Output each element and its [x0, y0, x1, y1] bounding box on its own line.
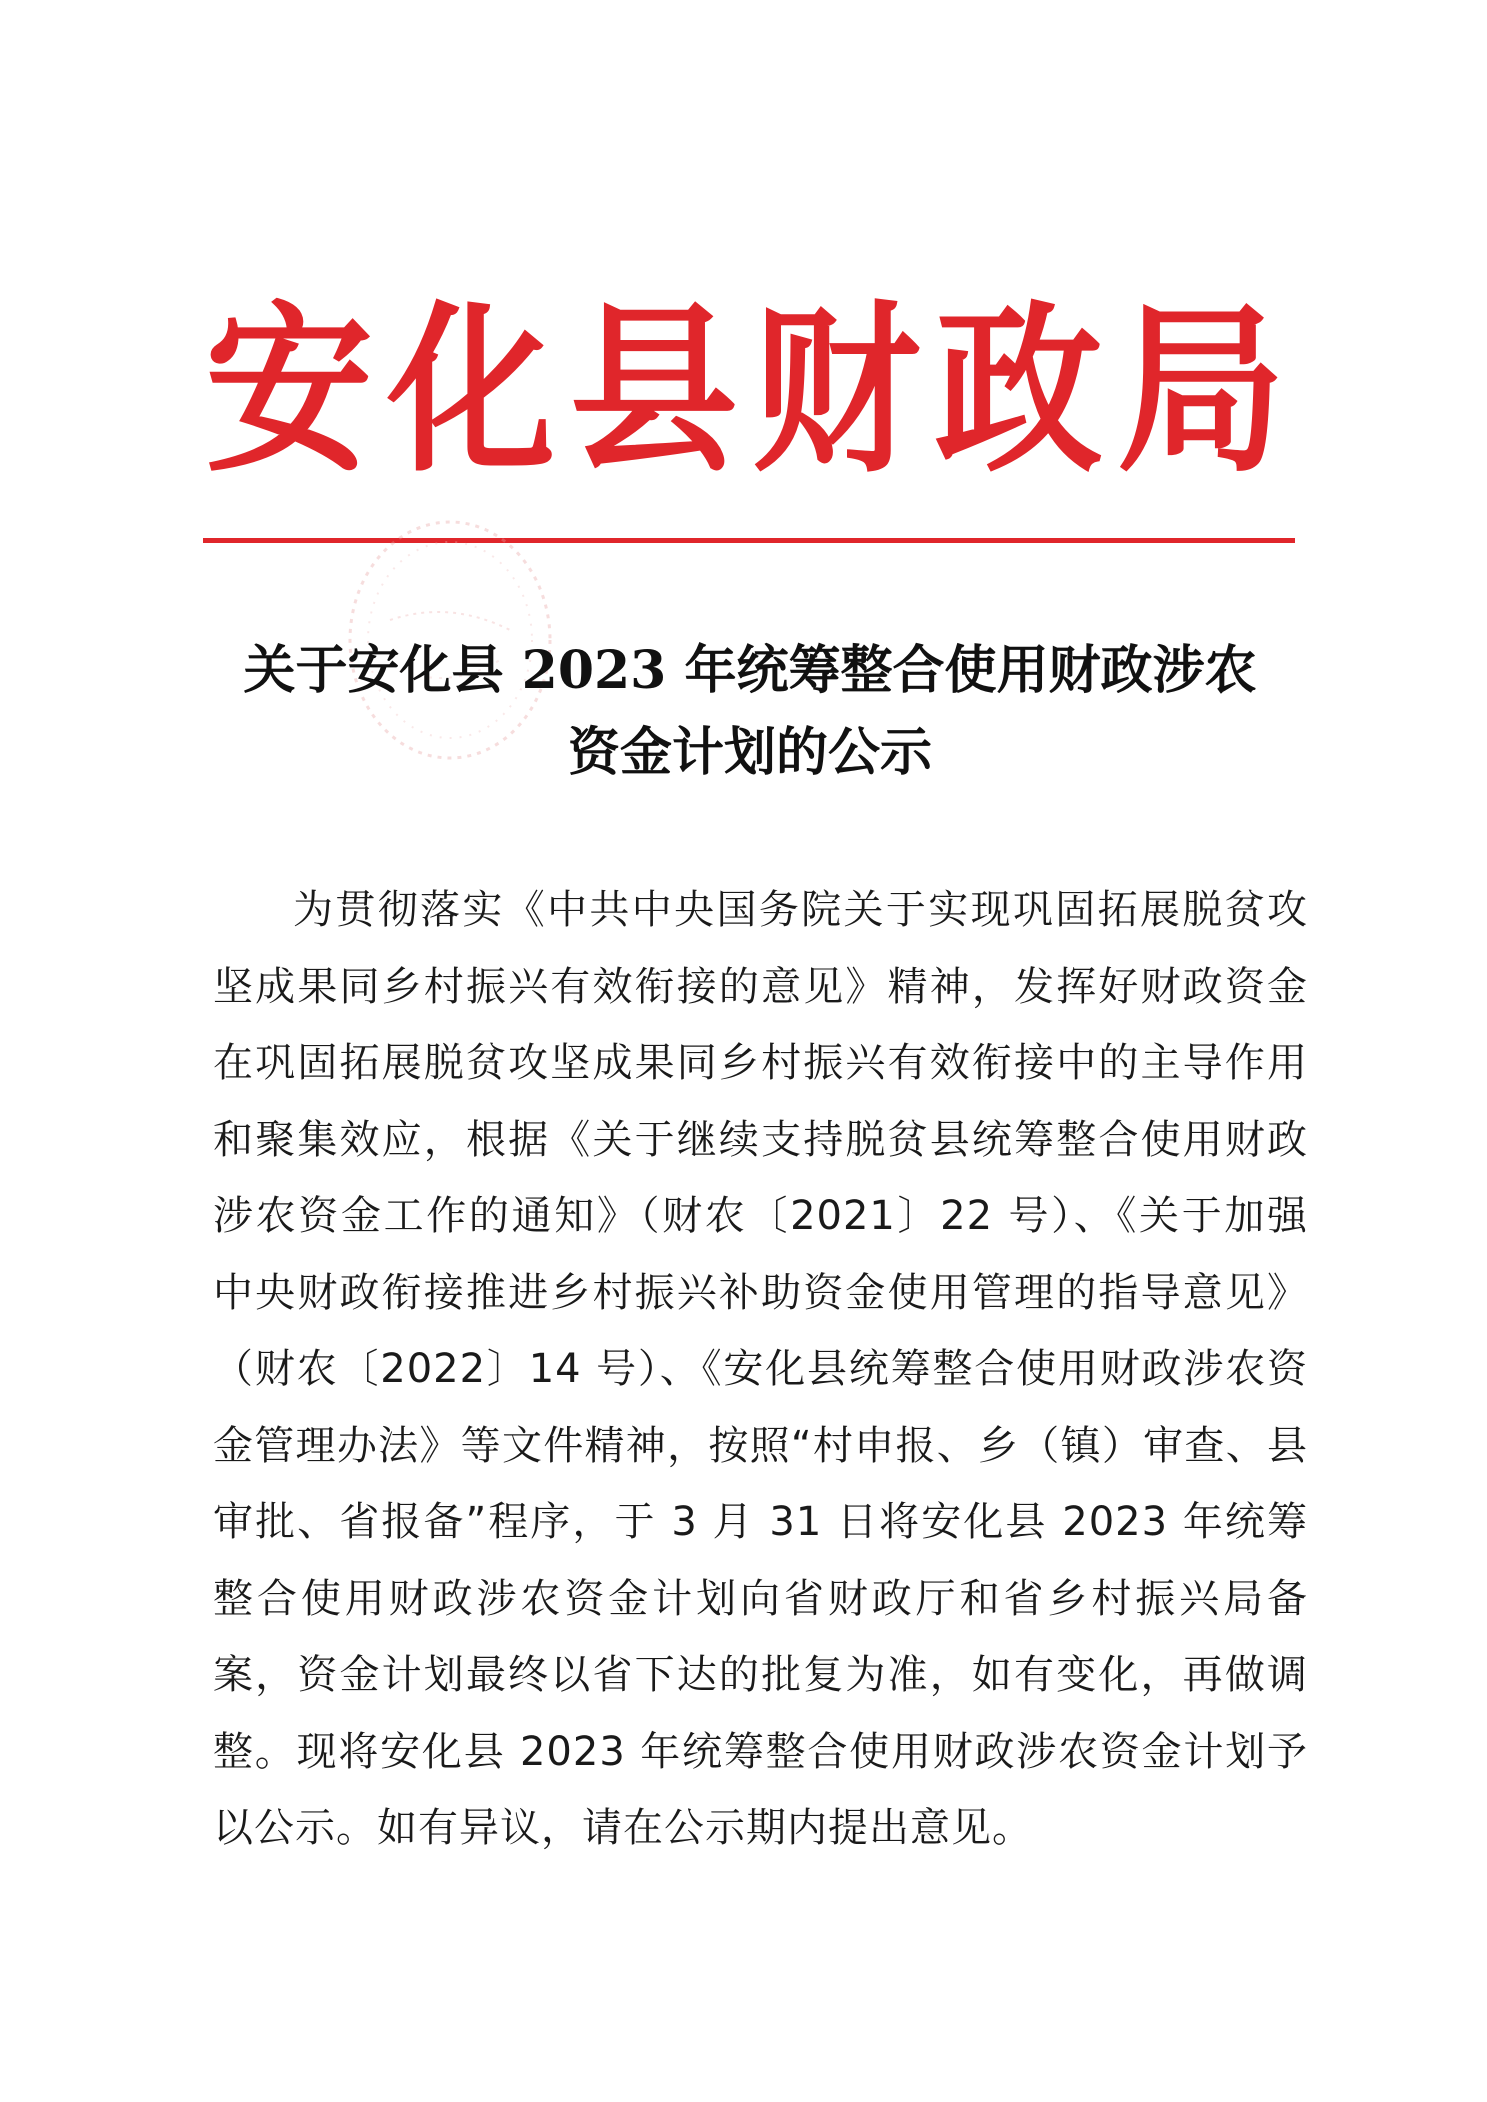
body-paragraph: 为贯彻落实《中共中央国务院关于实现巩固拓展脱贫攻坚成果同乡村振兴有效衔接的意见》精神，发挥好财政资金在巩固拓展脱贫攻坚成果同乡村振兴有效衔接中的主导作用和聚集效应，根据《关于继续支持脱贫县统筹整合使用财政涉农资金工作的通知》（财农〔2021〕22 号）、《关于加强中央财政衔接推进乡村振兴补助资金使用管理的指导意见》（财农〔2022〕14 号）、《安化县统筹整合使用财政涉农资金管理办法》等文件精神，按照“村申报、乡（镇）审查、县审批、省报备”程序，于 3 月 31 日将安化县 2023 年统筹整合使用财政涉农资金计划向省财政厅和省乡村振兴局备案，资金计划最终以省下达的批复为准，如有变化，再做调整。现将安化县 2023 年统筹整合使用财政涉农资金计划予以公示。如有异议，请在公示期内提出意见。 — [213, 887, 1308, 1851]
header-char: 安 — [205, 283, 373, 497]
issuing-authority-header — [205, 283, 1285, 497]
header-char: 财 — [752, 283, 921, 497]
header-char: 化 — [387, 283, 556, 497]
header-char: 局 — [1116, 283, 1285, 497]
document-title — [200, 630, 1300, 794]
header-char: 县 — [569, 283, 738, 497]
document-title-line-1: 关于安化县 2023 年统筹整合使用财政涉农 — [243, 640, 1257, 701]
document-title-line-2: 资金计划的公示 — [567, 722, 932, 783]
header-char: 政 — [934, 283, 1103, 497]
